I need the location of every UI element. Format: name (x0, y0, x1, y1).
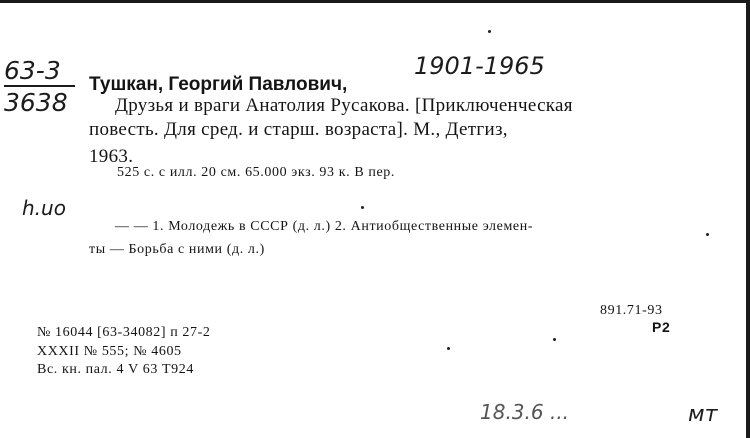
catalog-number: № 16044 [63-34082] п 27-2 (37, 325, 211, 340)
ink-speck (447, 347, 450, 350)
publication-year: 1963. (89, 146, 134, 167)
handwritten-date: 18.3.6 ... (480, 400, 570, 424)
title-line-2: повесть. Для сред. и старш. возраста]. М., Детгиз, (89, 119, 508, 140)
author-heading: Тушкан, Георгий Павлович, (89, 74, 348, 95)
subject-headings-line-2: ты — Борьба с ними (д. л.) (89, 242, 265, 257)
handwritten-mark: h.uo (22, 196, 66, 220)
physical-description: 525 с. с илл. 20 см. 65.000 экз. 93 к. В пер. (117, 165, 395, 180)
subject-headings-line-1: — — 1. Молодежь в СССР (д. л.) 2. Антиобщественные элемен- (115, 219, 534, 234)
title-line-1: Друзья и враги Анатолия Русакова. [Приключенческая (115, 95, 573, 116)
card-top-edge (0, 0, 750, 3)
ink-speck (706, 233, 709, 236)
handwritten-years: 1901-1965 (414, 52, 545, 80)
call-number-bottom: 3638 (4, 88, 68, 117)
ink-speck (553, 338, 556, 341)
ink-speck (488, 30, 491, 33)
book-chamber-line: Вс. кн. пал. 4 V 63 Т924 (37, 362, 194, 377)
author-mark: Р2 (652, 319, 671, 335)
call-number-top: 63-3 (4, 56, 75, 87)
classification-number: 891.71-93 (600, 303, 663, 318)
ink-speck (361, 206, 364, 209)
handwritten-initials: мт (688, 402, 718, 427)
series-line: XXXII № 555; № 4605 (37, 344, 182, 359)
card-right-edge (746, 0, 750, 438)
